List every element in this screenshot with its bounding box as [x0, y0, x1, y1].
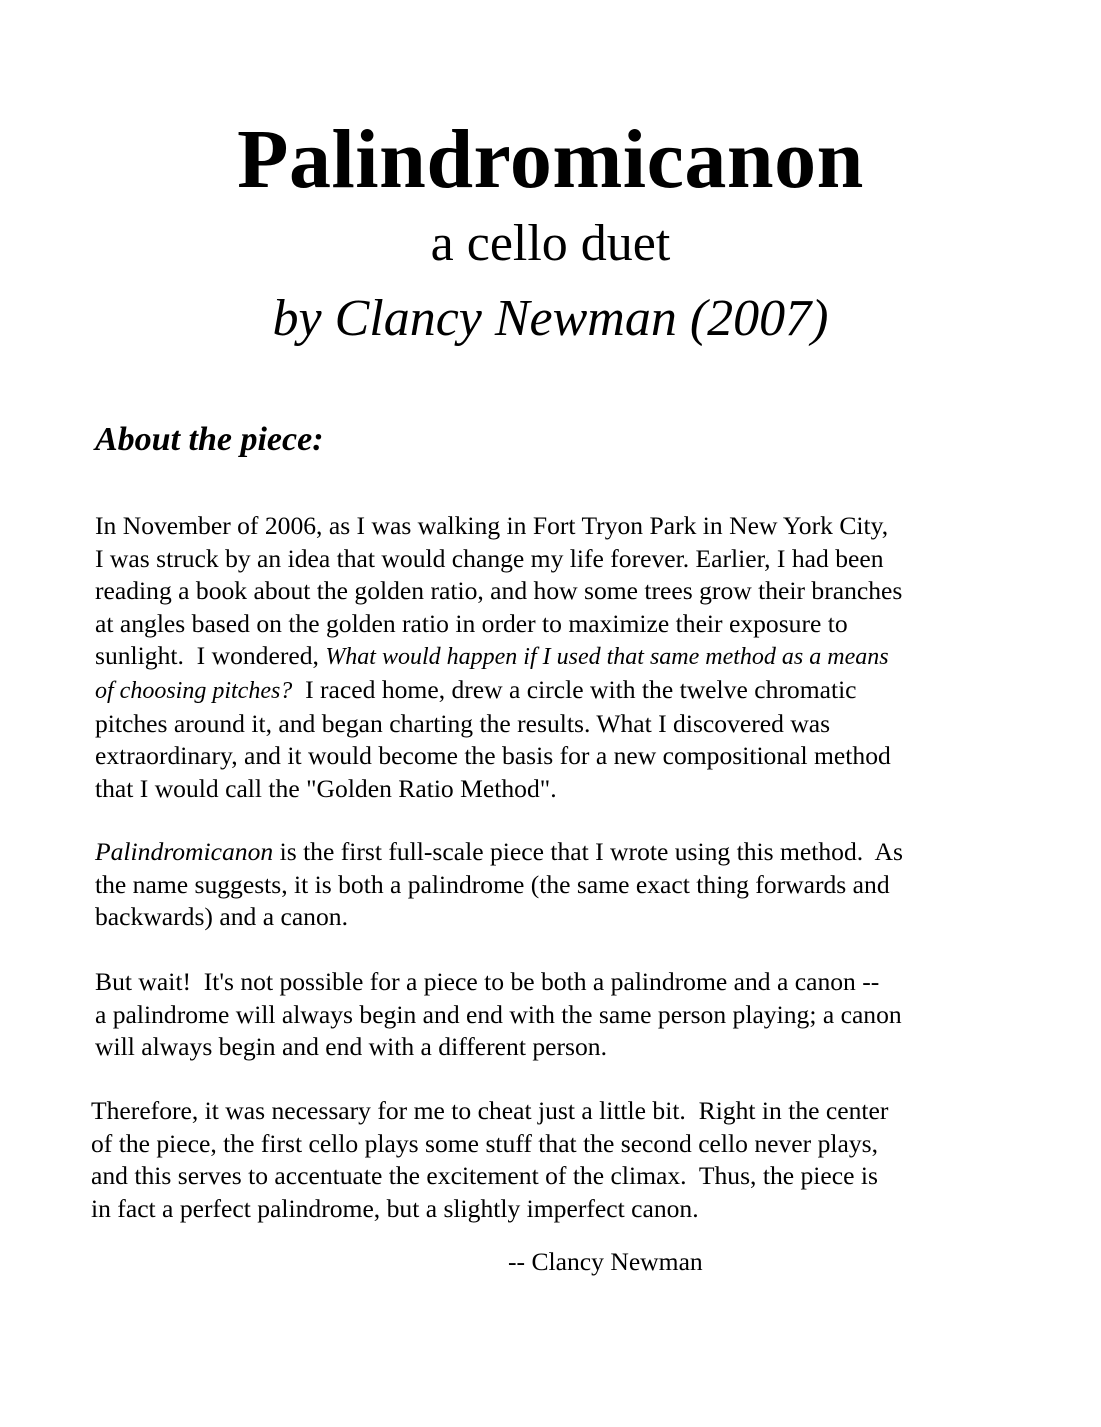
- paragraph-line: a palindrome will always begin and end with the same person playing; a canon: [95, 999, 902, 1029]
- section-heading: About the piece:: [95, 421, 324, 458]
- paragraph-line: [95, 674, 1045, 708]
- paragraph-line: But wait! It's not possible for a piece to be both a palindrome and a canon --: [95, 967, 880, 996]
- paragraph-line: [95, 836, 1045, 869]
- paragraph-line: extraordinary, and it would become the basis for a new compositional method: [95, 741, 891, 771]
- signature: -- Clancy Newman: [508, 1247, 703, 1276]
- paragraph-line: reading a book about the golden ratio, and how some trees grow their branches: [95, 576, 903, 606]
- paragraph-1: [95, 510, 1045, 805]
- paragraph-line: Therefore, it was necessary for me to cheat just a little bit. Right in the center: [91, 1096, 889, 1125]
- paragraph-line: that I would call the "Golden Ratio Method".: [95, 773, 557, 803]
- text-run: sunlight. I wondered,: [95, 641, 326, 671]
- subtitle: a cello duet: [430, 215, 671, 272]
- paragraph-line: I was struck by an idea that would change my life forever. Earlier, I had been: [95, 543, 884, 573]
- italic-question: What would happen if I used that same method as a means: [325, 644, 889, 671]
- paragraph-3: [95, 966, 1045, 1064]
- text-run: is the first full-scale piece that I wrote using this method. As: [273, 837, 903, 866]
- paragraph-line: and this serves to accentuate the excitement of the climax. Thus, the piece is: [91, 1161, 878, 1191]
- paragraph-line: in fact a perfect palindrome, but a slightly imperfect canon.: [91, 1193, 699, 1223]
- paragraph-line: [95, 640, 1045, 674]
- paragraph-line: In November of 2006, as I was walking in Fort Tryon Park in New York City,: [95, 511, 889, 540]
- paragraph-line: backwards) and a canon.: [95, 902, 348, 932]
- italic-question: of choosing pitches?: [95, 677, 293, 704]
- paragraph-2: [95, 836, 1045, 934]
- paragraph-line: pitches around it, and began charting the results. What I discovered was: [95, 708, 831, 738]
- paragraph-line: of the piece, the first cello plays some stuff that the second cello never plays,: [91, 1128, 878, 1158]
- paragraph-line: the name suggests, it is both a palindrome (the same exact thing forwards and: [95, 869, 890, 899]
- paragraph-line: will always begin and end with a different person.: [95, 1032, 607, 1062]
- byline: by Clancy Newman (2007): [272, 290, 829, 347]
- text-run: I raced home, drew a circle with the twelve chromatic: [292, 674, 857, 704]
- paragraph-4: [91, 1095, 1041, 1225]
- page-title: Palindromicanon: [237, 113, 864, 206]
- paragraph-line: at angles based on the golden ratio in order to maximize their exposure to: [95, 608, 848, 638]
- italic-title: Palindromicanon: [95, 837, 274, 866]
